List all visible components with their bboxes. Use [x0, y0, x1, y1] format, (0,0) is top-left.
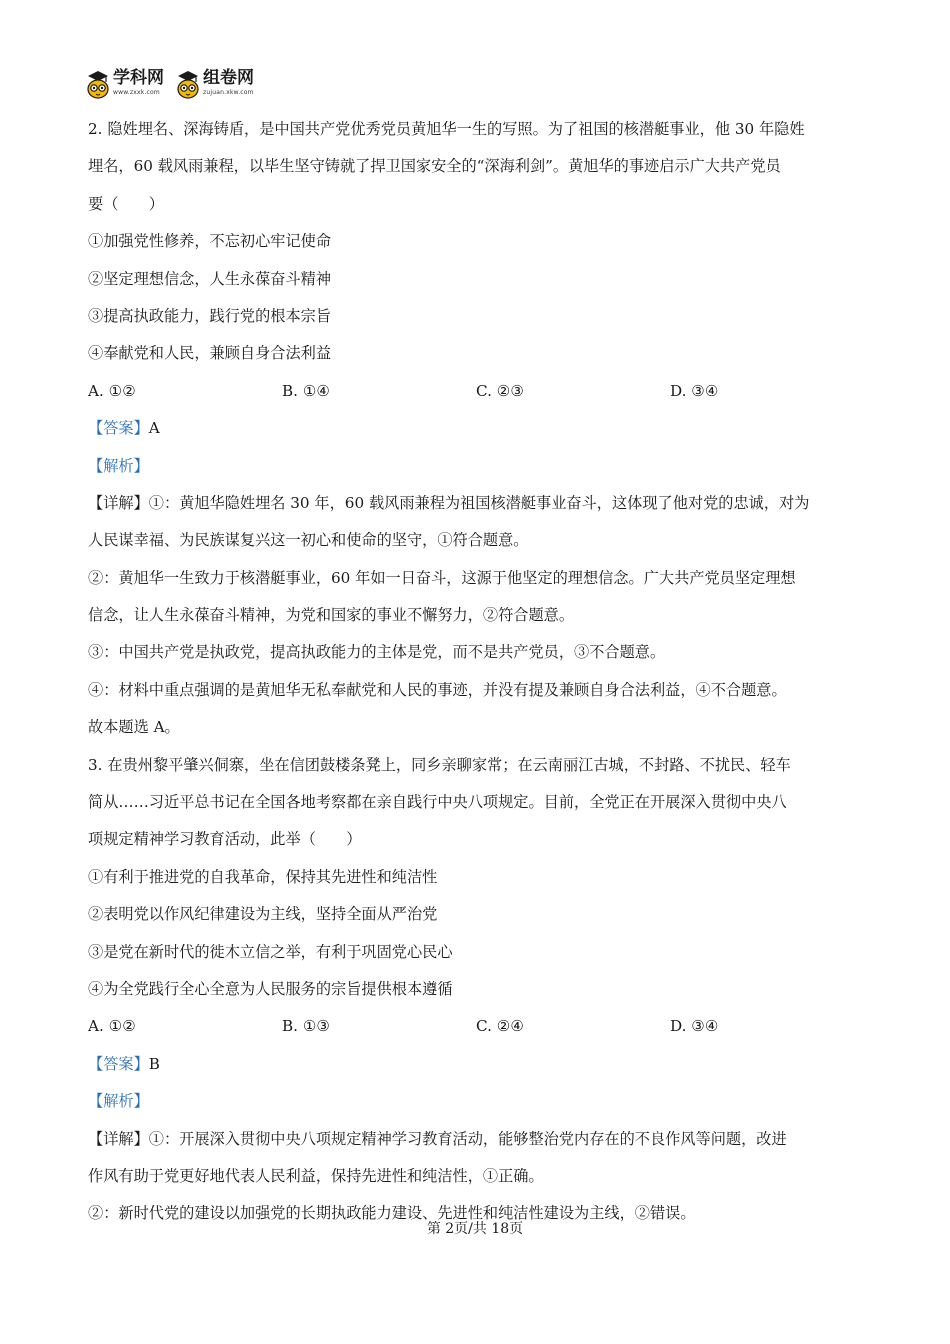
- q2-statement: ③提高执政能力，践行党的根本宗旨: [88, 306, 331, 325]
- q2-statement: ④奉献党和人民，兼顾自身合法利益: [88, 344, 331, 363]
- zxxk-logo[interactable]: [86, 70, 164, 100]
- q3-option-b: B. ①③: [282, 1017, 331, 1036]
- q3-option-a: A. ①②: [88, 1017, 136, 1036]
- q3-statement: ④为全党践行全心全意为人民服务的宗旨提供根本遵循: [88, 979, 453, 998]
- zujuan-logo-url: zujuan.xkw.com: [203, 89, 254, 96]
- q3-option-c: C. ②④: [476, 1017, 524, 1036]
- q3-statement: ①有利于推进党的自我革命，保持其先进性和纯洁性: [88, 867, 438, 886]
- q3-answer-tag: 【答案】: [88, 1054, 149, 1073]
- q2-option-b: B. ①④: [282, 381, 331, 400]
- q2-analysis-tag: 【解析】: [88, 456, 149, 475]
- graduate-owl-icon: [86, 70, 110, 100]
- q2-option-d: D. ③④: [670, 381, 719, 400]
- q3-detail-tag: 【详解】: [88, 1129, 149, 1148]
- q3-stem-line: 简从……习近平总书记在全国各地考察都在亲自践行中央八项规定。目前，全党正在开展深入贯彻中央八: [88, 793, 787, 812]
- q2-stem-line: 要（ ）: [88, 194, 164, 213]
- page-number: 第 2页/共 18页: [426, 1221, 524, 1237]
- q2-analysis: [88, 448, 864, 485]
- zxxk-logo-url: www.zxxk.com: [113, 89, 160, 96]
- q2-detail-line: [88, 485, 864, 522]
- q2-answer-value: A: [148, 419, 160, 438]
- q3-options: [88, 1008, 864, 1045]
- zujuan-logo[interactable]: [176, 70, 254, 100]
- zxxk-logo-name: 学科网: [113, 68, 164, 88]
- q2-option-a: A. ①②: [88, 381, 136, 400]
- q2-stem-line: 2. 隐姓埋名、深海铸盾，是中国共产党优秀党员黄旭华一生的写照。为了祖国的核潜艇事业，他 30 年隐姓: [88, 120, 805, 138]
- q2-statement: ②坚定理想信念，人生永葆奋斗精神: [88, 269, 331, 288]
- q2-stem-line: 埋名，60 载风雨兼程，以毕生坚守铸就了捍卫国家安全的“深海利剑”。黄旭华的事迹启示广大共产党员: [88, 157, 781, 176]
- q3-analysis: [88, 1083, 864, 1120]
- q3-option-d: D. ③④: [670, 1017, 719, 1036]
- q3-detail-line: [88, 1121, 864, 1158]
- graduate-owl-icon: [176, 70, 200, 100]
- q3-stem-line: 3. 在贵州黎平肇兴侗寨，坐在信团鼓楼条凳上，同乡亲聊家常；在云南丽江古城，不封路、不扰民、轻车: [88, 755, 791, 774]
- header-logos: [86, 70, 254, 104]
- q2-detail-line: ③：中国共产党是执政党，提高执政能力的主体是党，而不是共产党员，③不合题意。: [88, 643, 666, 662]
- q3-detail-line: 作风有助于党更好地代表人民利益，保持先进性和纯洁性，①正确。: [88, 1166, 544, 1185]
- q2-detail-line: ④：材料中重点强调的是黄旭华无私奉献党和人民的事迹，并没有提及兼顾自身合法利益，④不合题意。: [88, 680, 787, 699]
- q2-detail-line: ②：黄旭华一生致力于核潜艇事业，60 年如一日奋斗，这源于他坚定的理想信念。广大共产党员坚定理想: [88, 568, 796, 587]
- q3-answer: [88, 1046, 864, 1083]
- q3-statement: ③是党在新时代的徙木立信之举，有利于巩固党心民心: [88, 942, 453, 961]
- q3-answer-value: B: [148, 1054, 160, 1073]
- q2-statement: ①加强党性修养，不忘初心牢记使命: [88, 232, 331, 251]
- document-body: [88, 111, 864, 1233]
- zujuan-logo-name: 组卷网: [203, 68, 254, 88]
- q2-option-c: C. ②③: [476, 381, 524, 400]
- q3-stem-line: 项规定精神学习教育活动，此举（ ）: [88, 830, 362, 849]
- q3-analysis-tag: 【解析】: [88, 1092, 149, 1111]
- q3-statement: ②表明党以作风纪律建设为主线，坚持全面从严治党: [88, 905, 438, 924]
- q2-detail-line: 信念，让人生永葆奋斗精神，为党和国家的事业不懈努力，②符合题意。: [88, 606, 574, 625]
- q3-detail-text: ①：开展深入贯彻中央八项规定精神学习教育活动，能够整治党内存在的不良作风等问题，改进: [148, 1129, 787, 1148]
- q2-detail-text: ①：黄旭华隐姓埋名 30 年，60 载风雨兼程为祖国核潜艇事业奋斗，这体现了他对党的忠诚，对为: [148, 493, 810, 512]
- q2-options: [88, 373, 864, 410]
- q2-detail-line: 人民谋幸福、为民族谋复兴这一初心和使命的坚守，①符合题意。: [88, 531, 529, 550]
- q2-detail-tag: 【详解】: [88, 493, 149, 512]
- q2-detail-line: 故本题选 A。: [88, 718, 180, 737]
- q2-answer-tag: 【答案】: [88, 419, 149, 438]
- q2-answer: [88, 410, 864, 447]
- q3-detail-line: ②：新时代党的建设以加强党的长期执政能力建设、先进性和纯洁性建设为主线，②错误。: [88, 1204, 696, 1223]
